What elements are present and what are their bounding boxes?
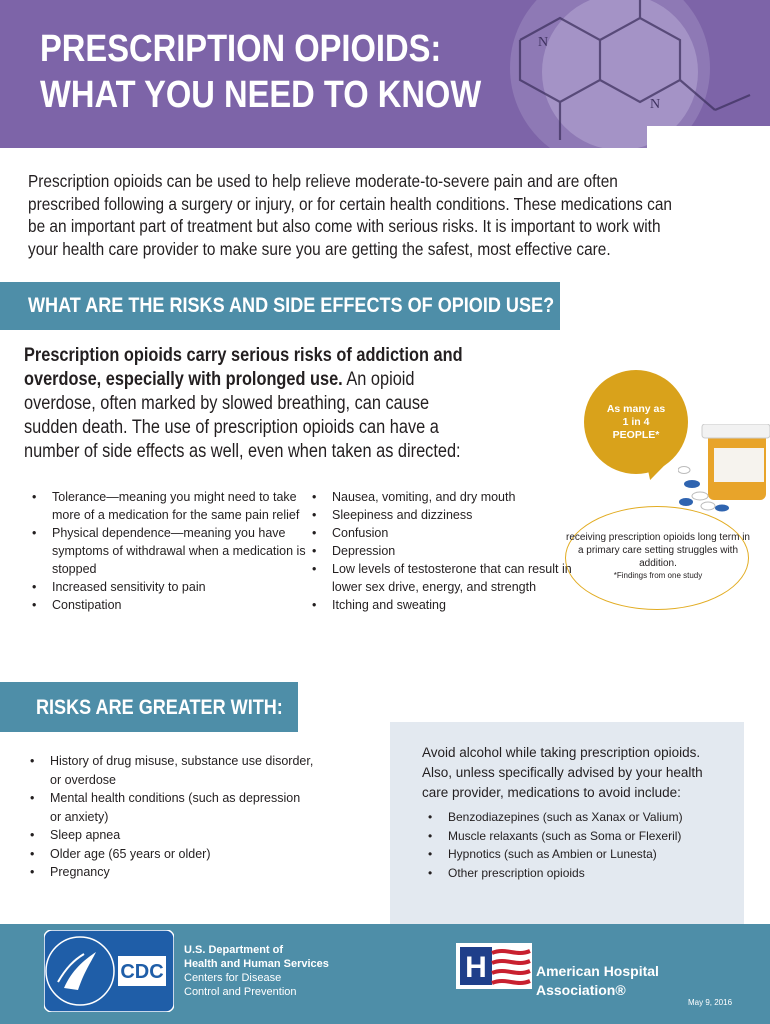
list-item: • Hypnotics (such as Ambien or Lunesta) xyxy=(422,845,732,864)
dept-line-3: Centers for Disease xyxy=(184,972,282,984)
risks-heading-text: WHAT ARE THE RISKS AND SIDE EFFECTS OF OPIOID USE? xyxy=(28,294,555,317)
risk-factors-heading xyxy=(0,682,298,732)
page-title xyxy=(40,26,481,118)
svg-text:N: N xyxy=(538,35,549,50)
risks-paragraph-bold: Prescription opioids carry serious risks of addiction and overdose, especially with prolonged use. xyxy=(24,345,463,390)
title-line-2: WHAT YOU NEED TO KNOW xyxy=(40,74,482,116)
molecule-structure-image xyxy=(500,0,770,148)
dept-line-1: U.S. Department of xyxy=(184,944,284,956)
risks-paragraph-rest: An opioid overdose, often marked by slowed breathing, can cause sudden death. The use of prescription opioids can have a number of side effects as well, even when taken as directed: xyxy=(24,369,461,462)
list-item: • Other prescription opioids xyxy=(422,864,732,883)
list-item: • Pregnancy xyxy=(24,863,314,882)
avoid-alcohol-text: Avoid alcohol while taking prescription opioids. Also, unless specifically advised by your health care provider, medications to avoid include: xyxy=(422,745,703,800)
statistic-line-1: As many as xyxy=(606,403,666,415)
side-effects-list-left xyxy=(26,488,316,614)
statistic-line-2: 1 in 4 xyxy=(622,416,650,428)
list-item: • Older age (65 years or older) xyxy=(24,845,314,864)
statistic-bubble xyxy=(584,370,688,474)
medications-to-avoid-list xyxy=(422,808,732,882)
header-banner xyxy=(0,0,770,148)
title-line-1: PRESCRIPTION OPIOIDS: xyxy=(40,28,442,70)
side-effects-list-right xyxy=(306,488,586,614)
list-item: • Nausea, vomiting, and dry mouth xyxy=(306,488,586,506)
dept-line-2: Health and Human Services xyxy=(184,958,329,970)
risks-section-heading xyxy=(0,282,560,330)
list-item: • Sleep apnea xyxy=(24,826,314,845)
dept-line-4: Control and Prevention xyxy=(184,986,297,998)
publication-date: May 9, 2016 xyxy=(688,998,733,1007)
svg-text:N: N xyxy=(650,97,661,112)
aha-line-2: Association® xyxy=(536,982,626,998)
list-item: • Tolerance—meaning you might need to take more of a medication for the same pain relief xyxy=(26,488,316,524)
aha-line-1: American Hospital xyxy=(536,963,659,979)
svg-text:H: H xyxy=(465,951,487,984)
list-item: • Confusion xyxy=(306,524,586,542)
list-item: • Mental health conditions (such as depression or anxiety) xyxy=(24,789,314,826)
agency-name xyxy=(184,943,329,999)
aha-logo xyxy=(456,943,532,989)
list-item: • Sleepiness and dizziness xyxy=(306,506,586,524)
list-item: • Depression xyxy=(306,542,586,560)
intro-paragraph: Prescription opioids can be used to help relieve moderate-to-severe pain and are often prescribed following a surgery or injury, or for certain health conditions. These medications can be an important part of treatment but also come with serious risks. It is important to work with your health care provider to make sure you are getting the safest, most effective care. xyxy=(28,171,672,259)
list-item: • History of drug misuse, substance use disorder, or overdose xyxy=(24,752,314,789)
list-item: • Constipation xyxy=(26,596,316,614)
hhs-cdc-logo xyxy=(44,930,174,1012)
list-item: • Increased sensitivity to pain xyxy=(26,578,316,596)
list-item: • Low levels of testosterone that can result in lower sex drive, energy, and strength xyxy=(306,560,586,596)
list-item: • Itching and sweating xyxy=(306,596,586,614)
risk-factors-heading-text: RISKS ARE GREATER WITH: xyxy=(36,696,283,719)
statistic-line-3: PEOPLE* xyxy=(612,429,660,441)
risks-paragraph xyxy=(24,344,471,464)
statistic-description: receiving prescription opioids long term in a primary care setting struggles with addition. xyxy=(566,532,750,569)
pill-bottle-image xyxy=(678,424,770,512)
statistic-footnote: *Findings from one study xyxy=(613,571,703,580)
list-item: • Physical dependence—meaning you have symptoms of withdrawal when a medication is stopped xyxy=(26,524,316,578)
list-item: • Muscle relaxants (such as Soma or Flexeril) xyxy=(422,827,732,846)
risk-factors-list xyxy=(24,752,314,882)
aha-name xyxy=(536,962,659,1000)
cdc-logo-text: CDC xyxy=(120,961,164,983)
statistic-oval xyxy=(565,506,749,610)
list-item: • Benzodiazepines (such as Xanax or Valium) xyxy=(422,808,732,827)
